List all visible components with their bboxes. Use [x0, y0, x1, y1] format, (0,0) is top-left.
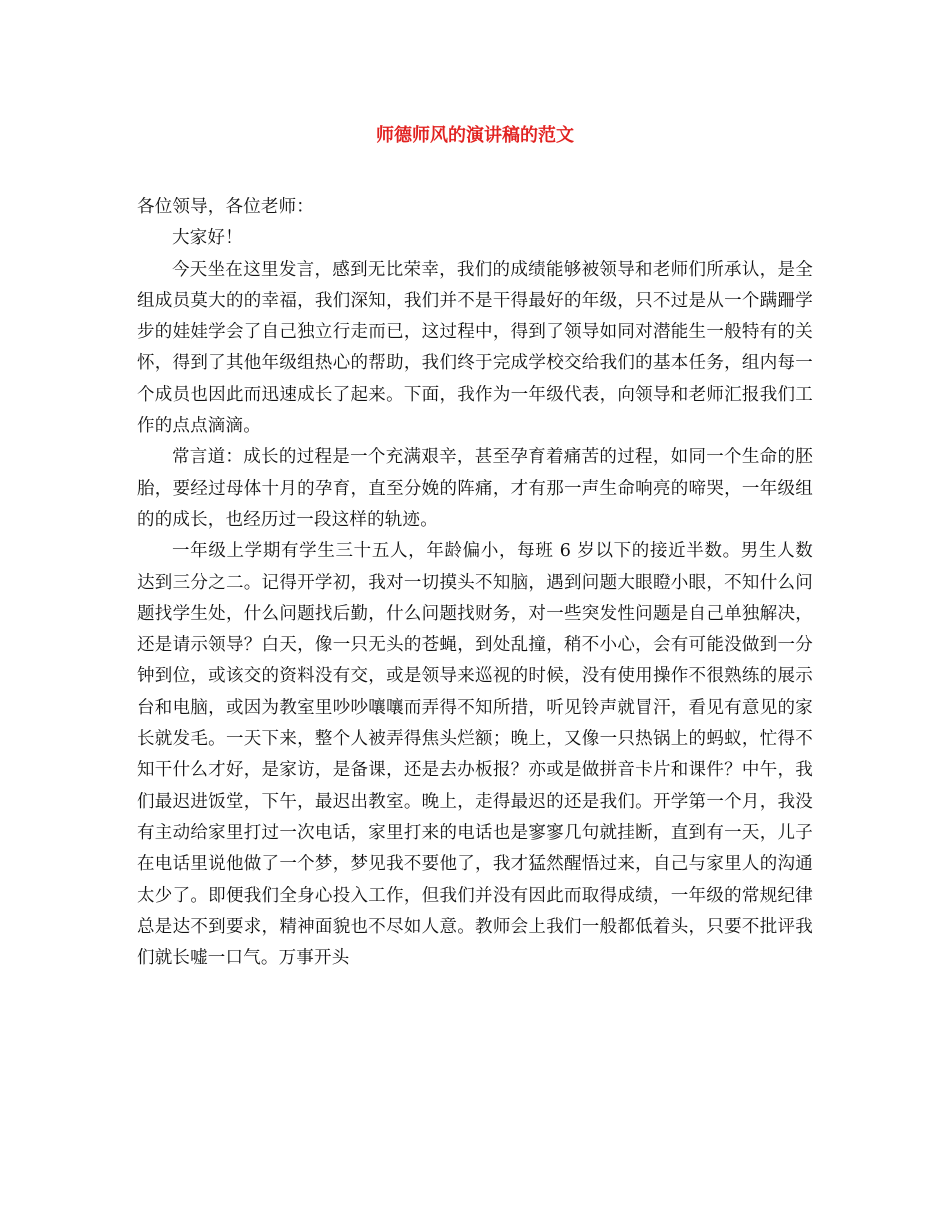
- greeting: 大家好！: [172, 228, 243, 249]
- document-body: [137, 192, 813, 974]
- document-title: 师德师风的演讲稿的范文: [376, 125, 574, 146]
- paragraph: 今天坐在这里发言，感到无比荣幸，我们的成绩能够被领导和老师们所承认，是全组成员莫大的的幸福，我们深知，我们并不是干得最好的年级，只不过是从一个蹒跚学步的娃娃学会了自己独立行走而已，这过程中，得到了领导如同对潜能生一般特有的关怀，得到了其他年级组热心的帮助，我们终于完成学校交给我们的基本任务，组内每一个成员也因此而迅速成长了起来。下面，我作为一年级代表，向领导和老师汇报我们工作的点点滴滴。: [137, 259, 813, 437]
- paragraph: 常言道：成长的过程是一个充满艰辛，甚至孕育着痛苦的过程，如同一个生命的胚胎，要经过母体十月的孕育，直至分娩的阵痛，才有那一声生命响亮的啼哭，一年级组的的成长，也经历过一段这样的轨迹。: [137, 447, 813, 530]
- paragraph: 一年级上学期有学生三十五人，年龄偏小，每班 6 岁以下的接近半数。男生人数达到三分之二。记得开学初，我对一切摸头不知脑，遇到问题大眼瞪小眼，不知什么问题找学生处，什么问题找后勤，什么问题找财务，对一些突发性问题是自己单独解决，还是请示领导？白天，像一只无头的苍蝇，到处乱撞，稍不小心，会有可能没做到一分钟到位，或该交的资料没有交，或是领导来巡视的时候，没有使用操作不很熟练的展示台和电脑，或因为教室里吵吵嚷嚷而弄得不知所措，听见铃声就冒汗，看见有意见的家长就发毛。一天下来，整个人被弄得焦头烂额；晚上，又像一只热锅上的蚂蚁，忙得不知干什么才好，是家访，是备课，还是去办板报？亦或是做拼音卡片和课件？中午，我们最迟进饭堂，下午，最迟出教室。晚上，走得最迟的还是我们。开学第一个月，我没有主动给家里打过一次电话，家里打来的电话也是寥寥几句就挂断，直到有一天，儿子在电话里说他做了一个梦，梦见我不要他了，我才猛然醒悟过来，自己与家里人的沟通太少了。即便我们全身心投入工作，但我们并没有因此而取得成绩，一年级的常规纪律总是达不到要求，精神面貌也不尽如人意。教师会上我们一般都低着头，只要不批评我们就长嘘一口气。万事开头: [137, 541, 813, 969]
- salutation: 各位领导，各位老师：: [137, 197, 314, 217]
